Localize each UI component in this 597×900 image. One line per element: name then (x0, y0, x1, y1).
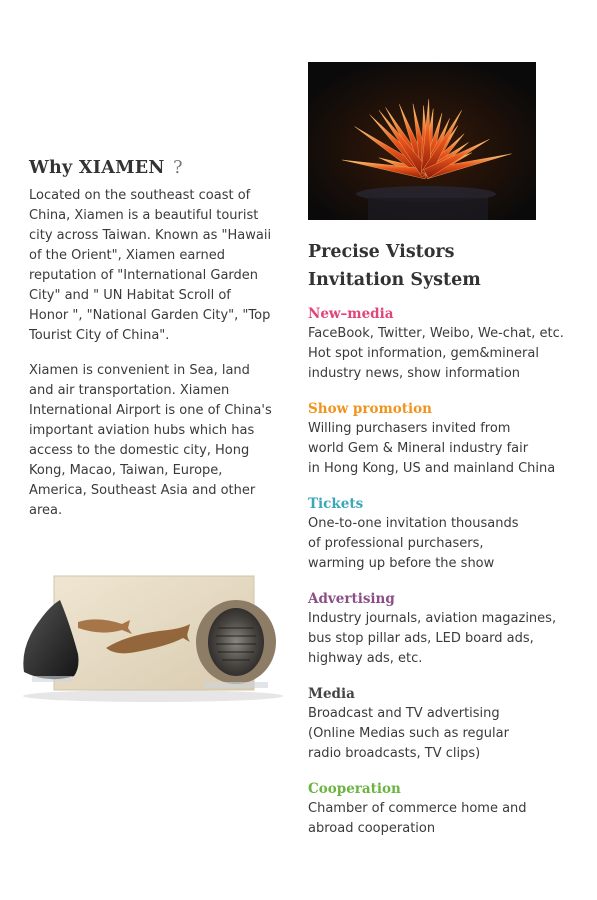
section-heading: New–media (308, 306, 394, 322)
section-description (308, 609, 583, 669)
why-xiamen-section (29, 158, 274, 536)
why-xiamen-heading: Why XIAMEN ? (29, 158, 183, 178)
fossil-illustration (18, 572, 288, 707)
section-description (308, 419, 583, 479)
section-line: in Hong Kong, US and mainland China (308, 461, 556, 476)
section-line: abroad cooperation (308, 821, 436, 836)
promotion-section (308, 589, 583, 669)
promotion-sections-list (308, 304, 583, 839)
section-heading: Cooperation (308, 781, 401, 797)
promotion-section (308, 304, 583, 384)
section-line: One-to-one invitation thousands (308, 516, 519, 531)
section-description (308, 799, 583, 839)
section-heading: Advertising (308, 591, 395, 607)
section-heading: Show promotion (308, 401, 432, 417)
section-line: Broadcast and TV advertising (308, 706, 500, 721)
promotion-section (308, 494, 583, 574)
crystal-specimen-photo (308, 62, 536, 220)
section-line: bus stop pillar ads, LED board ads, (308, 631, 534, 646)
section-heading: Media (308, 686, 355, 702)
question-mark: ? (173, 158, 183, 178)
section-description (308, 704, 583, 764)
fossil-specimens-photo (18, 572, 288, 707)
crystal-illustration (308, 62, 536, 220)
section-line: world Gem & Mineral industry fair (308, 441, 529, 456)
section-line: Industry journals, aviation magazines, (308, 611, 557, 626)
section-line: radio broadcasts, TV clips) (308, 746, 481, 761)
section-line: highway ads, etc. (308, 651, 423, 666)
section-heading: Tickets (308, 496, 364, 512)
section-line: Chamber of commerce home and (308, 801, 527, 816)
section-description (308, 514, 583, 574)
xiamen-description-paragraph: Located on the southeast coast of China, Xiamen is a beautiful tourist city across Taiwan. Known as "Hawaii of the Orient", Xiamen earned reputation of "International Garden City" and " UN Habitat Scroll of Honor ", "National Garden City", "Top Tourist City of China". (29, 188, 272, 343)
promotion-section (308, 779, 583, 839)
promotion-section (308, 399, 583, 479)
invitation-system-section (308, 238, 583, 854)
section-line: FaceBook, Twitter, Weibo, We-chat, etc. (308, 326, 564, 341)
section-line: (Online Medias such as regular (308, 726, 509, 741)
invitation-system-heading: Precise Vistors Invitation System (308, 242, 481, 290)
section-line: of professional purchasers, (308, 536, 484, 551)
section-line: industry news, show information (308, 366, 521, 381)
section-line: Hot spot information, gem&mineral (308, 346, 539, 361)
section-line: Willing purchasers invited from (308, 421, 511, 436)
section-line: warming up before the show (308, 556, 495, 571)
promotion-section (308, 684, 583, 764)
xiamen-transport-paragraph: Xiamen is convenient in Sea, land and air transportation. Xiamen International Airport is one of China's important aviation hubs which has access to the domestic city, Hong Kong, Macao, Taiwan, Europe, America, Southeast Asia and other area. (29, 363, 272, 518)
section-description (308, 324, 583, 384)
